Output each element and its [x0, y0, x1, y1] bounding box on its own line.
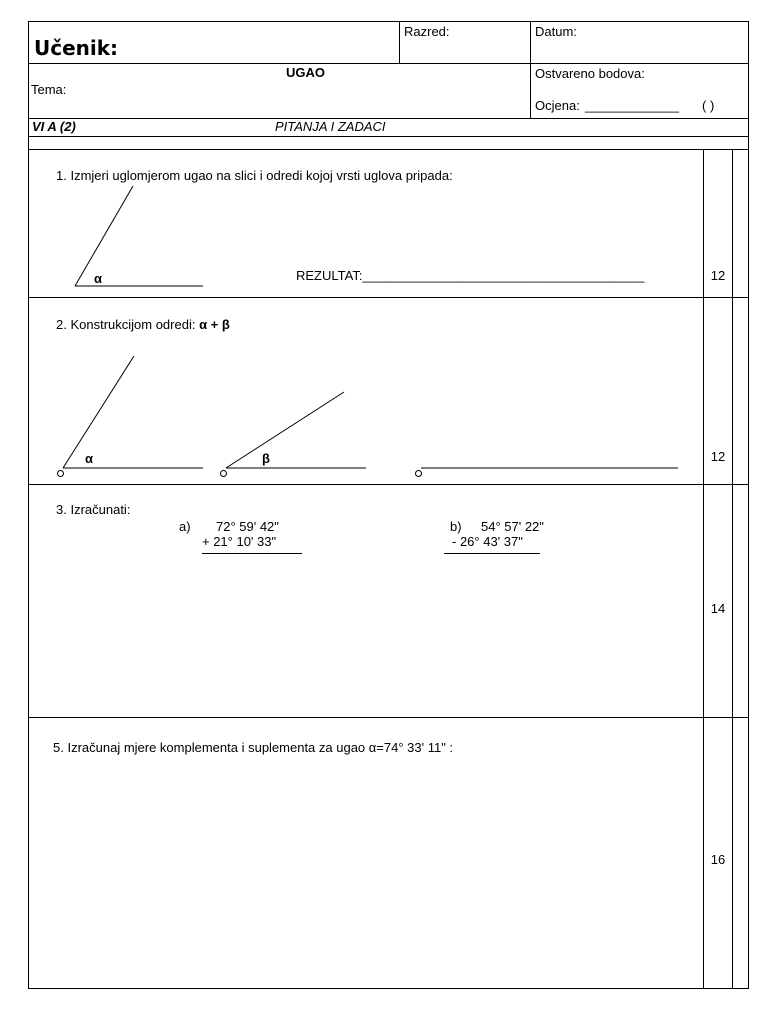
- task-1-alpha-label: α: [94, 271, 102, 286]
- task-divider-2: [28, 484, 749, 485]
- task-3-text: 3. Izračunati:: [56, 502, 131, 517]
- header-divider-4: [28, 149, 749, 150]
- frame-left: [28, 21, 29, 989]
- task-3b-line-2: - 26° 43' 37": [452, 534, 523, 549]
- class-label: Razred:: [404, 24, 450, 39]
- task-divider-1: [28, 297, 749, 298]
- task-1-angle-figure: [60, 180, 220, 292]
- task-1-text: 1. Izmjeri uglomjerom ugao na slici i odredi kojoj vrsti uglova pripada:: [56, 168, 453, 183]
- task-3a-line-1: 72° 59' 42": [216, 519, 279, 534]
- task-3b-label: b): [450, 519, 462, 534]
- frame-right: [748, 21, 749, 989]
- frame-top: [28, 21, 749, 22]
- task-3a-line-2: + 21° 10' 33": [202, 534, 277, 549]
- class-cell-border: [399, 21, 400, 64]
- student-label: Učenik:: [34, 36, 119, 60]
- frame-bottom: [28, 988, 749, 989]
- task-divider-3: [28, 717, 749, 718]
- task-2-angles-figure: [50, 350, 690, 475]
- task-2-alpha-label: α: [85, 451, 93, 466]
- task-3b-diff-rule: [444, 553, 540, 554]
- beta-arm: [226, 392, 344, 468]
- task-3a-label: a): [179, 519, 191, 534]
- task-1-points: 12: [710, 268, 726, 283]
- beta-vertex-dot: [220, 470, 227, 477]
- points-column-border-2: [732, 149, 733, 989]
- section-title: PITANJA I ZADACI: [275, 119, 386, 134]
- task-3b-line-1: 54° 57' 22": [481, 519, 544, 534]
- task-5-points: 16: [710, 852, 726, 867]
- points-label: Ostvareno bodova:: [535, 66, 645, 81]
- task-3a-sum-rule: [202, 553, 302, 554]
- alpha-arm: [63, 356, 134, 468]
- task-2-prompt: 2. Konstrukcijom odredi:: [56, 317, 200, 332]
- grade-paren: ( ): [702, 98, 715, 113]
- header-divider-1: [28, 63, 749, 64]
- header-divider-2: [28, 118, 749, 119]
- group-label: VI A (2): [32, 119, 76, 134]
- date-cell-border: [530, 21, 531, 119]
- task-2-points: 12: [710, 449, 726, 464]
- task-1-result-line: REZULTAT:_______________________________________: [296, 268, 645, 283]
- grade-blank: _____________: [585, 98, 679, 113]
- task-2-beta-label: β: [262, 451, 270, 466]
- topic-label: Tema:: [31, 82, 67, 97]
- grade-label: Ocjena:: [535, 98, 580, 113]
- angle-alpha-arm: [75, 186, 133, 286]
- alpha-vertex-dot: [57, 470, 64, 477]
- ray-origin-dot: [415, 470, 422, 477]
- header-divider-3: [28, 136, 749, 137]
- topic-value: UGAO: [286, 65, 325, 80]
- task-5-text: 5. Izračunaj mjere komplementa i suplementa za ugao α=74° 33' 11" :: [53, 740, 454, 755]
- task-2-text: [56, 318, 230, 332]
- date-label: Datum:: [535, 24, 577, 39]
- task-2-expression: α + β: [199, 317, 230, 332]
- task-3-points: 14: [710, 601, 726, 616]
